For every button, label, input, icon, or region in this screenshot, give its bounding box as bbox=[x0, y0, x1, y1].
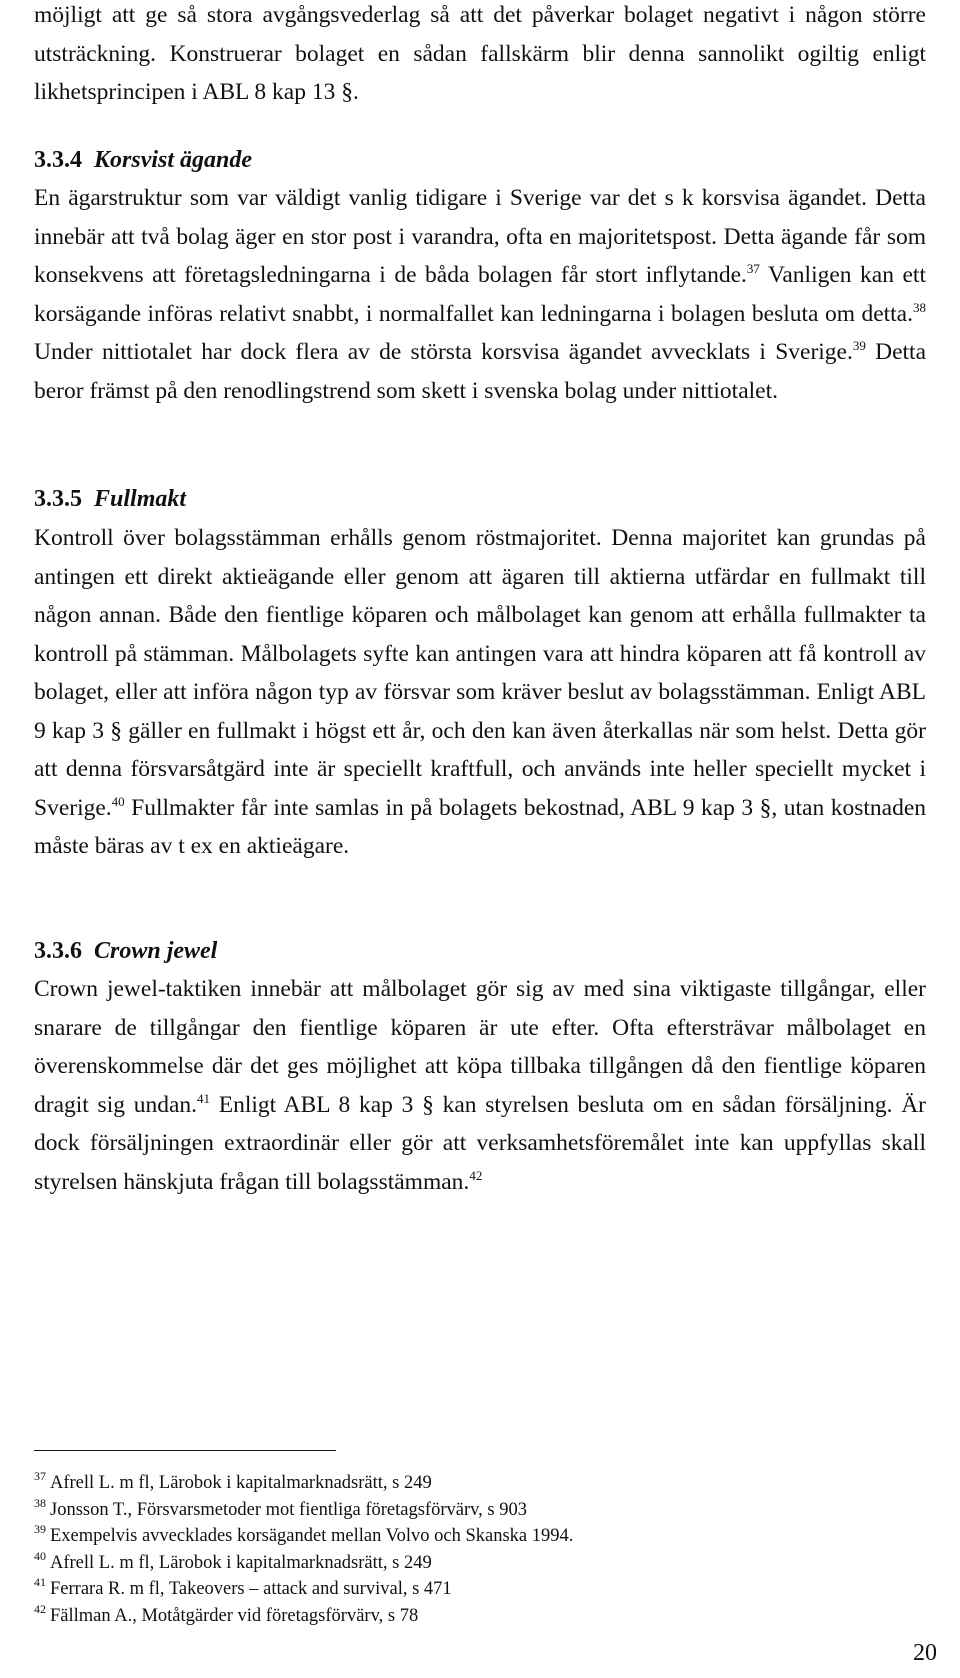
footnote-text: Afrell L. m fl, Lärobok i kapitalmarknadsrätt, s 249 bbox=[50, 1473, 432, 1493]
footnote-item bbox=[34, 1550, 914, 1577]
section-heading-crown-jewel bbox=[34, 936, 217, 966]
footnote-divider bbox=[34, 1450, 336, 1451]
footnote-text: Jonsson T., Försvarsmetoder mot fientliga företagsförvärv, s 903 bbox=[50, 1499, 527, 1520]
footnote-number: 42 bbox=[34, 1601, 46, 1616]
page-number: 20 bbox=[913, 1640, 937, 1666]
footnote-item bbox=[34, 1523, 914, 1550]
section-number: 3.3.5 bbox=[34, 486, 82, 512]
footnote-ref: 37 bbox=[746, 261, 760, 276]
paragraph-text: Vanligen kan ett korsägande införas relativt snabbt, i normalfallet kan ledningarna i bolagen besluta om detta. bbox=[34, 262, 926, 327]
section-number: 3.3.6 bbox=[34, 938, 82, 964]
section-heading-fullmakt bbox=[34, 484, 186, 514]
footnote-ref: 40 bbox=[111, 793, 125, 809]
footnote-number: 37 bbox=[34, 1469, 46, 1483]
footnotes-list bbox=[34, 1470, 914, 1629]
footnote-text: Ferrara R. m fl, Takeovers – attack and survival, s 471 bbox=[50, 1579, 452, 1599]
paragraph-text: Fullmakter får inte samlas in på bolagets bekostnad, ABL 9 kap 3 §, utan kostnaden måste bäras av t ex en aktieägare. bbox=[34, 794, 926, 859]
footnote-item bbox=[34, 1497, 914, 1524]
footnote-text: Afrell L. m fl, Lärobok i kapitalmarknadsrätt, s 249 bbox=[50, 1552, 432, 1573]
section-heading-korsvist-agande bbox=[34, 145, 252, 175]
intro-paragraph: möjligt att ge så stora avgångsvederlag så att det påverkar bolaget negativt i någon större utsträckning. Konstruerar bolaget en sådan fallskärm blir denna sannolikt ogiltig enligt likhetsprincipen i ABL 8 kap 13 §. bbox=[34, 2, 926, 105]
footnote-number: 40 bbox=[34, 1548, 46, 1563]
footnote-text: Fällman A., Motåtgärder vid företagsförvärv, s 78 bbox=[50, 1605, 419, 1626]
paragraph-text: En ägarstruktur som var väldigt vanlig tidigare i Sverige var det s k korsvisa ägandet. Detta innebär att två bolag äger en stor post i varandra, ofta en majoritetspost. Detta ägande får som konsekvens att företagsledningarna i de båda bolagen får stort inflytande. bbox=[34, 185, 926, 288]
section-number: 3.3.4 bbox=[34, 147, 82, 173]
paragraph-text: Detta beror främst på den renodlingstrend som skett i svenska bolag under nittiotalet. bbox=[34, 339, 927, 404]
footnote-ref: 41 bbox=[197, 1090, 211, 1106]
section-paragraph-korsvist-agande bbox=[34, 179, 926, 410]
footnote-ref: 42 bbox=[469, 1167, 483, 1183]
footnote-item bbox=[34, 1603, 914, 1630]
section-title: Fullmakt bbox=[94, 486, 187, 512]
section-paragraph-fullmakt bbox=[34, 519, 926, 866]
footnote-number: 38 bbox=[34, 1495, 46, 1510]
section-paragraph-crown-jewel bbox=[34, 970, 926, 1201]
footnote-ref: 38 bbox=[913, 299, 926, 315]
section-title: Crown jewel bbox=[94, 938, 218, 964]
footnote-number: 39 bbox=[34, 1522, 46, 1536]
paragraph-text: Crown jewel-taktiken innebär att målbolaget gör sig av med sina viktigaste tillgångar, eller snarare de tillgångar den fientlige köparen är ute efter. Ofta eftersträvar målbolaget en överenskommelse där det ges möjlighet att köpa tillbaka tillgången då den fientlige köparen dragit sig undan. bbox=[34, 976, 926, 1118]
section-title: Korsvist ägande bbox=[94, 147, 253, 173]
footnote-number: 41 bbox=[34, 1575, 46, 1589]
footnote-item bbox=[34, 1576, 914, 1603]
footnote-item bbox=[34, 1470, 914, 1497]
paragraph-text: Under nittiotalet har dock flera av de största korsvisa ägandet avvecklats i Sverige. bbox=[34, 339, 853, 365]
footnote-text: Exempelvis avvecklades korsägandet mellan Volvo och Skanska 1994. bbox=[50, 1526, 574, 1546]
paragraph-text: Kontroll över bolagsstämman erhålls genom röstmajoritet. Denna majoritet kan grundas på antingen ett direkt aktieägande eller genom att ägaren till aktierna utfärdar en fullmakt till någon annan. Både den fientlige köparen och målbolaget kan genom att erhålla fullmakter ta kontroll på stämman. Målbolagets syfte kan antingen vara att hindra köparen att få kontroll av bolaget, eller att införa någon typ av försvar som kräver beslut av bolagsstämman. Enligt ABL 9 kap 3 § gäller en fullmakt i högst ett år, och den kan även återkallas när som helst. Detta gör att denna försvarsåtgärd inte är speciellt kraftfull, och används inte heller speciellt mycket i Sverige. bbox=[34, 525, 926, 821]
footnote-ref: 39 bbox=[852, 338, 866, 353]
paragraph-text: Enligt ABL 8 kap 3 § kan styrelsen besluta om en sådan försäljning. Är dock försäljningen extraordinär eller gör att verksamhetsföremålet inte kan uppfyllas skall styrelsen hänskjuta frågan till bolagsstämman. bbox=[34, 1091, 926, 1195]
